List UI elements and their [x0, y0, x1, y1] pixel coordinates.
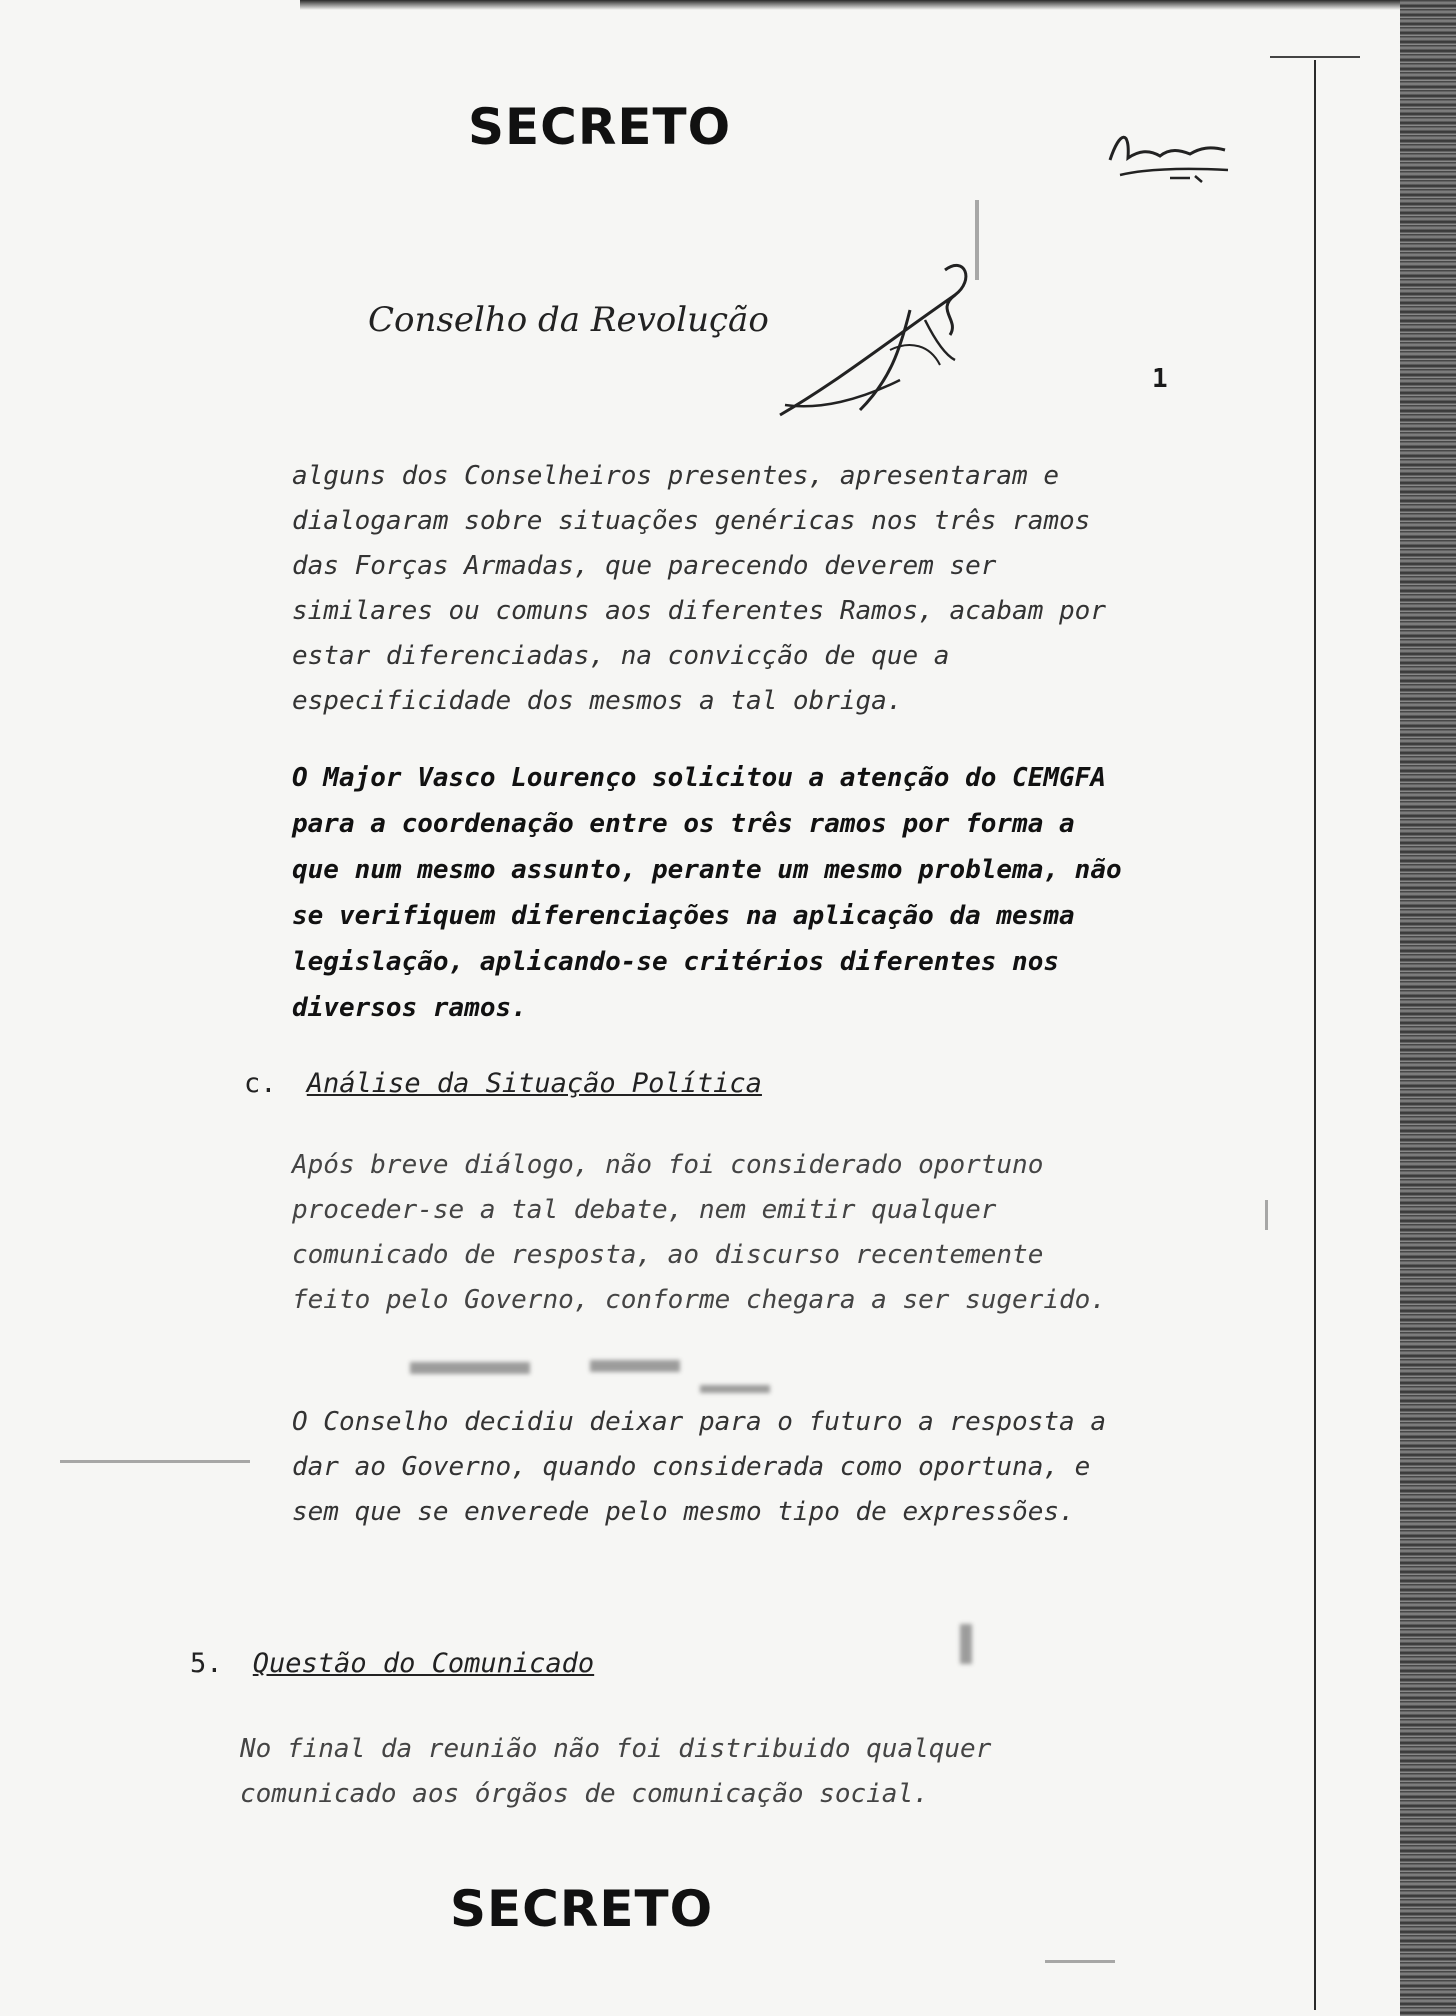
scan-smudge — [410, 1362, 530, 1374]
paragraph-vasco-lourenco: O Major Vasco Lourenço solicitou a atenção do CEMGFA para a coordenação entre os três ramos por forma a que num mesmo assunto, perante um mesmo problema, não se verifiquem diferenciações na aplicação da mesma legislação, aplicando-se critérios diferentes nos diversos ramos. — [292, 763, 1122, 1023]
margin-top-rule — [1270, 56, 1360, 58]
handwritten-signature — [730, 240, 1000, 430]
section-heading-5-title: Questão do Comunicado — [252, 1648, 595, 1679]
paragraph-comunicado: No final da reunião não foi distribuido qualquer comunicado aos órgãos de comunicação social. — [240, 1734, 992, 1809]
scan-speck — [975, 200, 979, 280]
section-heading-c — [244, 1068, 762, 1099]
paragraph-analise: Após breve diálogo, não foi considerado oportuno proceder-se a tal debate, nem emitir qualquer comunicado de resposta, ao discurso recentemente feito pelo Governo, conforme chegara a ser sugerido. — [292, 1150, 1106, 1315]
paragraph-conselheiros: alguns dos Conselheiros presentes, apresentaram e dialogaram sobre situações genéricas nos três ramos das Forças Armadas, que parecendo deverem ser similares ou comuns aos diferentes Ramos, acabam por estar diferenciadas, na convicção de que a especificidade dos mesmos a tal obriga. — [292, 461, 1106, 716]
classification-stamp-top: SECRETO — [468, 98, 732, 156]
scan-top-edge — [300, 0, 1456, 10]
paragraph-conselho-decidiu: O Conselho decidiu deixar para o futuro a resposta a dar ao Governo, quando considerada como oportuna, e sem que se enverede pelo mesmo tipo de expressões. — [292, 1407, 1106, 1527]
scan-smudge — [590, 1360, 680, 1372]
scan-smudge — [700, 1385, 770, 1393]
scan-speck — [1265, 1200, 1268, 1230]
handwritten-initials — [1100, 120, 1240, 200]
section-heading-c-title: Análise da Situação Política — [306, 1068, 762, 1099]
section-heading-5-number: 5. — [190, 1648, 223, 1679]
section-heading-5 — [190, 1648, 594, 1679]
scan-speck — [1045, 1960, 1115, 1963]
scan-speck — [60, 1460, 250, 1463]
margin-line — [1314, 60, 1316, 2010]
section-heading-c-number: c. — [244, 1068, 277, 1099]
page-number: 1 — [1152, 364, 1168, 394]
scan-smudge — [960, 1624, 972, 1664]
letterhead-title: Conselho da Revolução — [368, 300, 769, 340]
scan-right-edge — [1400, 0, 1456, 2016]
classification-stamp-bottom: SECRETO — [450, 1880, 714, 1938]
